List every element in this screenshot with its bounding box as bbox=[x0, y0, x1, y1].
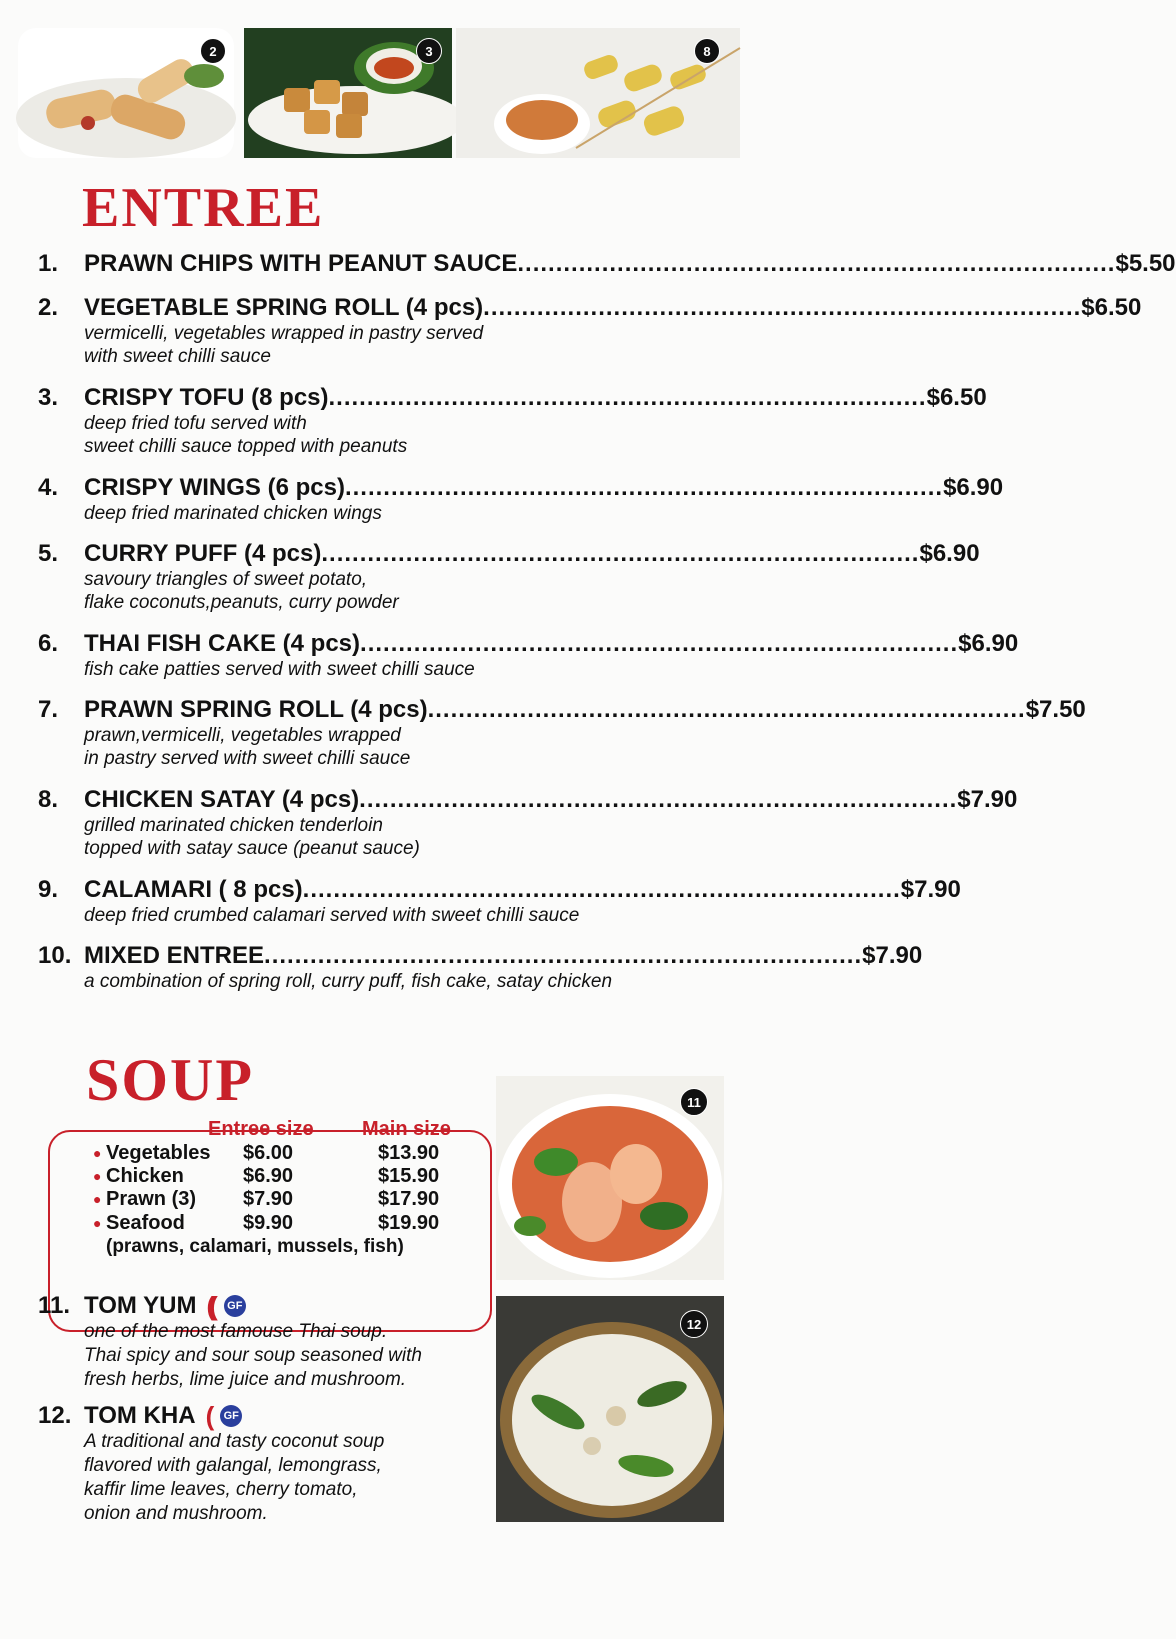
dot-leader: .............................................................................. bbox=[483, 294, 1082, 321]
soup-item-description: A traditional and tasty coconut soup flavored with galangal, lemongrass, kaffir lime leaves, cherry tomato, onion and mushroom. bbox=[84, 1431, 385, 1524]
item-name: CHICKEN SATAY (4 pcs) bbox=[84, 786, 360, 813]
entree-heading: ENTREE bbox=[82, 177, 325, 239]
entree-size-price: $7.90 bbox=[243, 1188, 294, 1210]
bullet-icon: ● bbox=[93, 1191, 102, 1207]
chili-icon: (( bbox=[206, 1291, 212, 1321]
entree-item bbox=[38, 540, 980, 614]
item-name: MIXED ENTREE bbox=[84, 942, 265, 969]
gluten-free-icon: GF bbox=[220, 1405, 242, 1427]
item-description: deep fried crumbed calamari served with sweet chilli sauce bbox=[84, 905, 580, 926]
item-price: $6.90 bbox=[958, 630, 1019, 657]
item-number: 5. bbox=[38, 540, 59, 567]
main-size-price: $13.90 bbox=[378, 1142, 440, 1164]
dot-leader: .............................................................................. bbox=[344, 474, 944, 501]
dot-leader: .............................................................................. bbox=[321, 540, 920, 567]
item-description: grilled marinated chicken tenderloin topped with satay sauce (peanut sauce) bbox=[84, 815, 420, 859]
item-price: $6.90 bbox=[943, 474, 1004, 501]
entree-item bbox=[38, 876, 961, 927]
entree-item bbox=[38, 942, 923, 993]
item-name: PRAWN CHIPS WITH PEANUT SAUCE bbox=[84, 250, 518, 277]
soup-price-row bbox=[93, 1188, 493, 1212]
entree-item bbox=[38, 786, 1018, 860]
bullet-icon: ● bbox=[93, 1145, 102, 1161]
item-price: $7.90 bbox=[862, 942, 923, 969]
dot-leader: .............................................................................. bbox=[328, 384, 927, 411]
entree-item bbox=[38, 250, 1176, 278]
seafood-note: (prawns, calamari, mussels, fish) bbox=[106, 1236, 404, 1257]
item-name: THAI FISH CAKE (4 pcs) bbox=[84, 630, 361, 657]
photo-number-badge: 2 bbox=[200, 38, 226, 64]
soup-price-row bbox=[93, 1142, 493, 1166]
item-number: 2. bbox=[38, 294, 59, 321]
tom-kha-photo bbox=[496, 1296, 724, 1522]
crispy-tofu-photo bbox=[244, 28, 452, 158]
item-description: prawn,vermicelli, vegetables wrapped in pastry served with sweet chilli sauce bbox=[84, 725, 411, 769]
item-number: 3. bbox=[38, 384, 59, 411]
dot-leader: .............................................................................. bbox=[302, 876, 901, 903]
soup-item-description: one of the most famouse Thai soup. Thai spicy and sour soup seasoned with fresh herbs, lime juice and mushroom. bbox=[84, 1321, 422, 1390]
item-name: PRAWN SPRING ROLL (4 pcs) bbox=[84, 696, 428, 723]
item-name: CRISPY WINGS (6 pcs) bbox=[84, 474, 345, 501]
soup-item-name: TOM YUM bbox=[84, 1292, 197, 1319]
item-number: 6. bbox=[38, 630, 59, 657]
soup-type: Seafood bbox=[106, 1212, 185, 1234]
photo-number-badge: 3 bbox=[416, 38, 442, 64]
item-number: 7. bbox=[38, 696, 59, 723]
dot-leader: .............................................................................. bbox=[360, 630, 959, 657]
item-number: 8. bbox=[38, 786, 59, 813]
soup-type: Vegetables bbox=[106, 1142, 211, 1164]
item-description: deep fried tofu served with sweet chilli sauce topped with peanuts bbox=[84, 413, 408, 457]
soup-item bbox=[38, 1292, 508, 1392]
gluten-free-icon: GF bbox=[224, 1295, 246, 1317]
item-name: CURRY PUFF (4 pcs) bbox=[84, 540, 322, 567]
item-price: $6.90 bbox=[919, 540, 980, 567]
main-size-price: $17.90 bbox=[378, 1188, 440, 1210]
item-price: $6.50 bbox=[1081, 294, 1142, 321]
chicken-satay-photo bbox=[456, 28, 740, 158]
item-number: 10. bbox=[38, 942, 72, 969]
item-name: CALAMARI ( 8 pcs) bbox=[84, 876, 303, 903]
bullet-icon: ● bbox=[93, 1168, 102, 1184]
item-price: $6.50 bbox=[926, 384, 987, 411]
item-price: $5.50 bbox=[1115, 250, 1176, 277]
soup-type: Chicken bbox=[106, 1165, 184, 1187]
main-size-price: $19.90 bbox=[378, 1212, 440, 1234]
main-size-price: $15.90 bbox=[378, 1165, 440, 1187]
bullet-icon: ● bbox=[93, 1215, 102, 1231]
photo-number-badge: 11 bbox=[680, 1088, 708, 1116]
dot-leader: .............................................................................. bbox=[517, 250, 1116, 277]
item-number: 9. bbox=[38, 876, 59, 903]
entree-item bbox=[38, 384, 987, 458]
soup-heading: SOUP bbox=[76, 1048, 264, 1112]
soup-price-row bbox=[93, 1165, 493, 1189]
entree-size-price: $9.90 bbox=[243, 1212, 294, 1234]
main-size-header: Main size bbox=[362, 1118, 451, 1140]
dot-leader: .............................................................................. bbox=[264, 942, 863, 969]
photo-number-badge: 12 bbox=[680, 1310, 708, 1338]
dot-leader: .............................................................................. bbox=[427, 696, 1026, 723]
soup-item bbox=[38, 1402, 508, 1526]
entree-item bbox=[38, 630, 1019, 681]
item-price: $7.50 bbox=[1025, 696, 1086, 723]
item-name: VEGETABLE SPRING ROLL (4 pcs) bbox=[84, 294, 484, 321]
item-description: vermicelli, vegetables wrapped in pastry served with sweet chilli sauce bbox=[84, 323, 484, 367]
dot-leader: .............................................................................. bbox=[359, 786, 958, 813]
entree-size-header: Entree size bbox=[208, 1118, 314, 1140]
spring-roll-photo bbox=[18, 28, 234, 158]
item-description: a combination of spring roll, curry puff, fish cake, satay chicken bbox=[84, 971, 613, 992]
entree-size-price: $6.00 bbox=[243, 1142, 294, 1164]
soup-item-name: TOM KHA bbox=[84, 1402, 196, 1429]
entree-item bbox=[38, 294, 1142, 368]
soup-type: Prawn (3) bbox=[106, 1188, 197, 1210]
item-price: $7.90 bbox=[900, 876, 961, 903]
item-description: deep fried marinated chicken wings bbox=[84, 503, 382, 524]
soup-price-row bbox=[93, 1212, 493, 1236]
item-description: savoury triangles of sweet potato, flake coconuts,peanuts, curry powder bbox=[84, 569, 399, 613]
item-number: 1. bbox=[38, 250, 59, 277]
soup-item-number: 12. bbox=[38, 1402, 72, 1429]
chili-icon: ( bbox=[205, 1401, 209, 1431]
entree-size-price: $6.90 bbox=[243, 1165, 294, 1187]
item-description: fish cake patties served with sweet chilli sauce bbox=[84, 659, 475, 680]
entree-item bbox=[38, 474, 1004, 525]
photo-number-badge: 8 bbox=[694, 38, 720, 64]
tom-yum-photo bbox=[496, 1076, 724, 1280]
soup-item-number: 11. bbox=[38, 1292, 71, 1319]
entree-item bbox=[38, 696, 1086, 770]
item-number: 4. bbox=[38, 474, 59, 501]
item-price: $7.90 bbox=[957, 786, 1018, 813]
item-name: CRISPY TOFU (8 pcs) bbox=[84, 384, 329, 411]
